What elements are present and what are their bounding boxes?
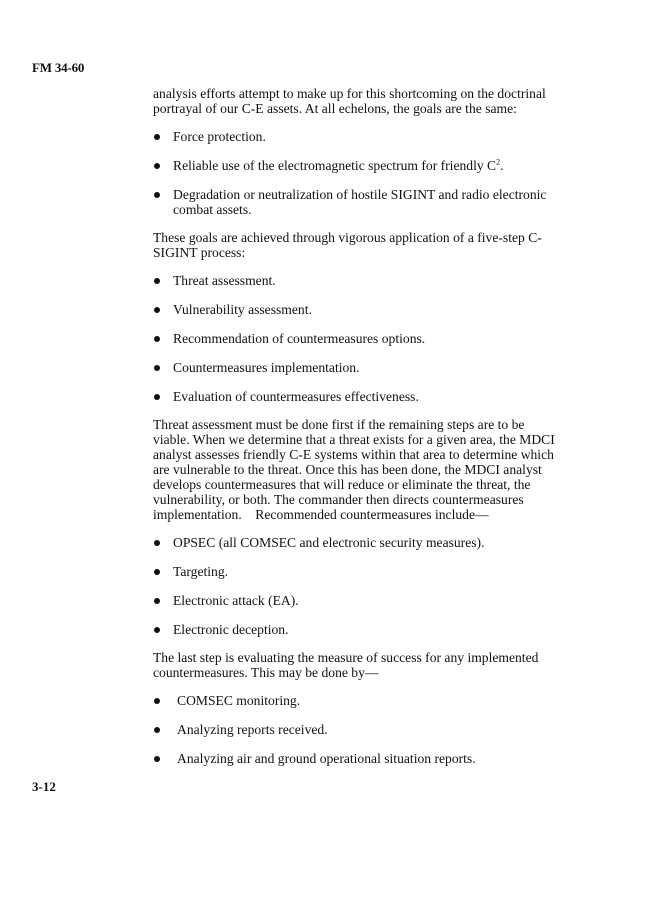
list-item-text: Force protection. [173, 129, 266, 144]
list-item-text: Analyzing air and ground operational situation reports. [177, 751, 476, 766]
list-item [153, 593, 563, 608]
bullet-icon [154, 598, 160, 604]
list-item-text: Electronic attack (EA). [173, 593, 299, 608]
bullet-icon [154, 163, 160, 169]
list-item [153, 564, 563, 579]
bullet-icon [154, 727, 160, 733]
bullet-icon [154, 365, 160, 371]
list-item [153, 751, 563, 766]
bullet-icon [154, 134, 160, 140]
page-number: 3-12 [32, 779, 56, 794]
list-item [153, 360, 563, 375]
list-item [153, 158, 563, 173]
list-item [153, 535, 563, 550]
list-item-text: Targeting. [173, 564, 229, 579]
list-item [153, 273, 563, 288]
bullet-icon [154, 394, 160, 400]
bullet-icon [154, 756, 160, 762]
bullet-icon [154, 192, 160, 198]
paragraph-process-intro: These goals are achieved through vigorous application of a five-step C-SIGINT process: [153, 230, 542, 260]
bullet-icon [154, 698, 160, 704]
list-item-text: Reliable use of the electromagnetic spectrum for friendly C [173, 158, 497, 173]
bullet-icon [154, 336, 160, 342]
list-item [153, 187, 563, 217]
list-item [153, 129, 563, 144]
evaluation-methods-list [153, 693, 563, 766]
bullet-icon [154, 540, 160, 546]
list-item-text: Analyzing reports received. [177, 722, 328, 737]
bullet-icon [154, 278, 160, 284]
list-item-text: Electronic deception. [173, 622, 289, 637]
list-item-text: COMSEC monitoring. [177, 693, 301, 708]
paragraph-goals-intro: analysis efforts attempt to make up for this shortcoming on the doctrinal portrayal of our C-E assets. At all echelons, the goals are the same: [153, 86, 546, 116]
list-item [153, 331, 563, 346]
list-item [153, 622, 563, 637]
list-item-text: Threat assessment. [173, 273, 276, 288]
list-item-text: Vulnerability assessment. [173, 302, 312, 317]
list-item-text: Evaluation of countermeasures effectiveness. [173, 389, 419, 404]
list-item [153, 722, 563, 737]
bullet-icon [154, 307, 160, 313]
list-item-text: Degradation or neutralization of hostile SIGINT and radio electronic combat assets. [173, 187, 547, 217]
bullet-icon [154, 569, 160, 575]
process-steps-list [153, 273, 563, 404]
bullet-icon [154, 627, 160, 633]
countermeasures-list [153, 535, 563, 637]
goals-list [153, 129, 563, 217]
list-item [153, 693, 563, 708]
list-item-punctuation: . [500, 158, 504, 173]
list-item-text: Countermeasures implementation. [173, 360, 360, 375]
list-item-text: Recommendation of countermeasures options. [173, 331, 426, 346]
document-body [153, 86, 563, 766]
list-item [153, 302, 563, 317]
paragraph-evaluation-intro: The last step is evaluating the measure of success for any implemented countermeasures. This may be done by— [153, 650, 539, 680]
list-item [153, 389, 563, 404]
manual-code: FM 34-60 [32, 60, 85, 75]
paragraph-threat-assessment: Threat assessment must be done first if the remaining steps are to be viable. When we determine that a threat exists for a given area, the MDCI analyst assesses friendly C-E systems within that area to determine which are vulnerable to the threat. Once this has been done, the MDCI analyst develops countermeasures that will reduce or eliminate the threat, the vulnerability, or both. The commander then directs countermeasures implementation. Recommended countermeasures include— [153, 417, 559, 522]
list-item-text: OPSEC (all COMSEC and electronic security measures). [173, 535, 485, 550]
superscript: 2 [496, 157, 501, 167]
